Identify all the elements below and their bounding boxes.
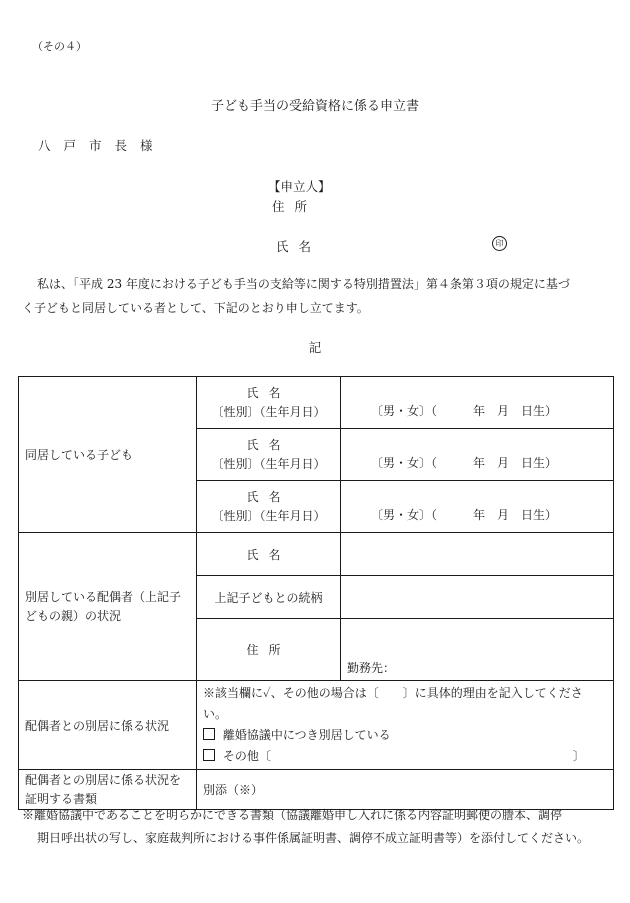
spouse-relation-field[interactable]	[341, 576, 614, 619]
child-entry-field[interactable]	[341, 377, 614, 429]
option-divorce-negotiation-label: 離婚協議中につき別居している	[222, 728, 391, 742]
child-row	[19, 377, 614, 429]
footnote-line-2: 期日呼出状の写し、家庭裁判所における事件係属証明書、調停不成立証明書等）を添付してください。	[37, 831, 590, 845]
spouse-name-row	[19, 533, 614, 576]
ki-label: 記	[308, 340, 322, 355]
child-name-header: 氏名	[246, 437, 291, 452]
child-entry-field[interactable]	[341, 429, 614, 481]
separation-status-options	[197, 681, 614, 770]
child-sex-dob-header: 〔性別〕（生年月日）	[211, 404, 326, 419]
child-sex-dob-field: 〔男・女〕（ 年 月 日生）	[371, 404, 558, 418]
child-header	[197, 481, 341, 533]
spouse-name-header: 氏名	[197, 533, 341, 576]
option-other-suffix: 〕	[572, 749, 585, 763]
child-header	[197, 377, 341, 429]
proof-documents-label	[19, 770, 197, 810]
cohabiting-children-label: 同居している子ども	[19, 377, 197, 533]
checkbox-icon[interactable]	[203, 728, 215, 740]
child-header	[197, 429, 341, 481]
separated-spouse-label-line-2: どもの親）の状況	[25, 608, 122, 623]
proof-documents-value: 別添（※）	[197, 770, 614, 810]
spouse-relation-header: 上記子どもとの続柄	[197, 576, 341, 619]
proof-documents-label-line-2: 証明する書類	[25, 791, 98, 806]
separation-instruction-line-1: ※該当欄に✓、その他の場合は〔 〕に具体的理由を記入してくださ	[203, 686, 583, 700]
applicant-heading: 【申立人】	[268, 179, 331, 194]
spouse-address-header: 住所	[197, 619, 341, 681]
option-other-prefix: その他〔	[222, 749, 271, 763]
applicant-address-label: 住所	[272, 199, 318, 214]
document-title: 子ども手当の受給資格に係る申立書	[210, 99, 419, 114]
option-divorce-negotiation[interactable]	[203, 725, 607, 746]
child-name-header: 氏名	[246, 385, 291, 400]
workplace-label: 勤務先：	[347, 661, 396, 675]
applicant-name-label: 氏名	[276, 239, 322, 254]
child-entry-field[interactable]	[341, 481, 614, 533]
footnote-line-1: ※離婚協議中であることを明らかにできる書類（協議離婚申し入れに係る内容証明郵便の謄本、調停	[22, 808, 563, 822]
separated-spouse-label-line-1: 別居している配偶者（上記子	[25, 589, 182, 604]
child-sex-dob-field: 〔男・女〕（ 年 月 日生）	[371, 508, 558, 522]
proof-documents-label-line-1: 配偶者との別居に係る状況を	[25, 772, 182, 787]
child-sex-dob-field: 〔男・女〕（ 年 月 日生）	[371, 456, 558, 470]
child-name-header: 氏名	[246, 489, 291, 504]
separation-instruction-line-2: い。	[203, 707, 228, 721]
document-number: （その４）	[32, 40, 87, 53]
proof-documents-row	[19, 770, 614, 810]
addressee: 八戸市長様	[38, 138, 166, 153]
statement-line-1: 私は、「平成 23 年度における子ども手当の支給等に関する特別措置法」第４条第３項の規定に基づ	[37, 277, 570, 291]
child-sex-dob-header: 〔性別〕（生年月日）	[211, 456, 326, 471]
separated-spouse-label	[19, 533, 197, 681]
separation-status-label: 配偶者との別居に係る状況	[19, 681, 197, 770]
checkbox-icon[interactable]	[203, 749, 215, 761]
separation-status-row	[19, 681, 614, 770]
spouse-address-field[interactable]	[341, 619, 614, 681]
child-sex-dob-header: 〔性別〕（生年月日）	[211, 508, 326, 523]
option-other[interactable]	[203, 746, 607, 767]
application-form-table	[18, 376, 614, 810]
seal-mark: 印	[492, 236, 507, 251]
spouse-name-field[interactable]	[341, 533, 614, 576]
statement-line-2: く子どもと同居している者として、下記のとおり申し立てます。	[22, 301, 369, 315]
